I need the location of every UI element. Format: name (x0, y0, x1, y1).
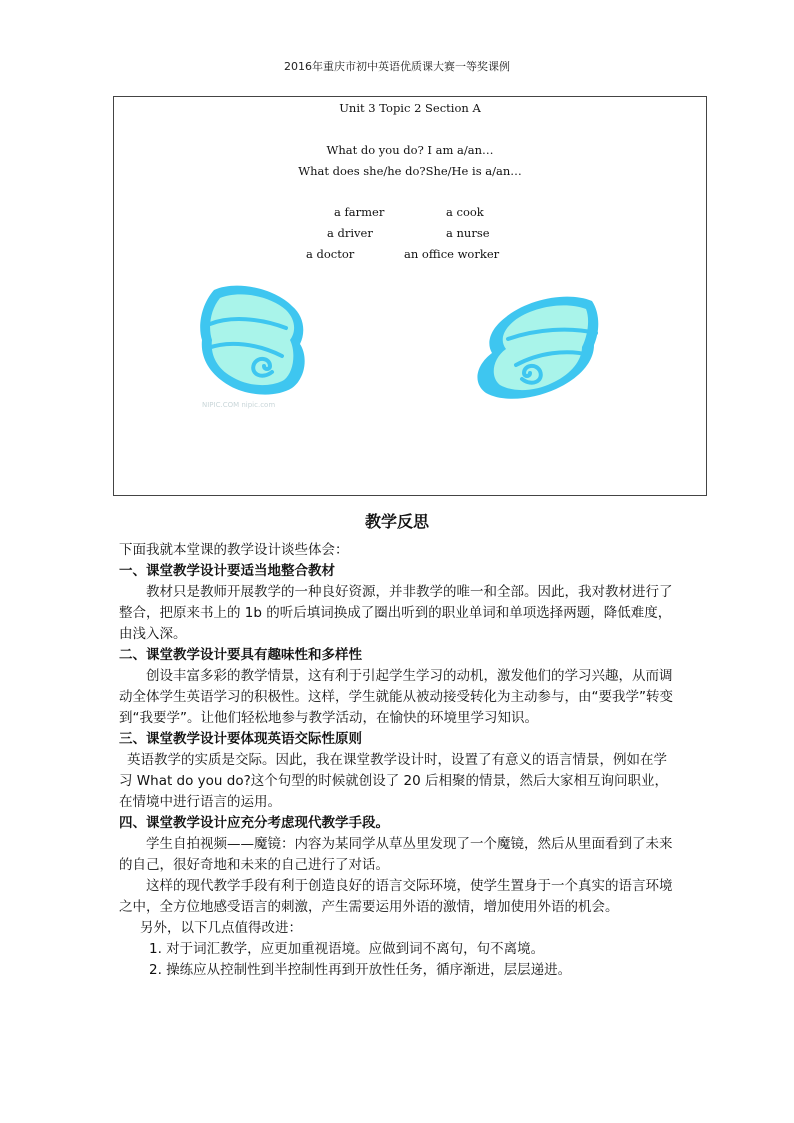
word-nurse: a nurse (446, 226, 490, 240)
word-doctor: a doctor (306, 247, 355, 261)
improvement-item-1: 1. 对于词汇教学，应更加重视语境。应做到词不离句，句不离境。 (149, 941, 545, 957)
paragraph-3: 英语教学的实质是交际。因此，我在课堂教学设计时，设置了有意义的语言情景，例如在学习 What do you do?这个句型的时候就创设了 20 后相聚的情景，然后大家相互询问职业，在情境中进行语言的运用。 (119, 752, 669, 810)
improvement-item-2: 2. 操练应从控制性到半控制性再到开放性任务，循序渐进，层层递进。 (149, 962, 572, 978)
section-title: 教学反思 (364, 512, 429, 531)
paragraph-4: 学生自拍视频——魔镜：内容为某同学从草丛里发现了一个魔镜，然后从里面看到了未来的自己，很好奇地和未来的自己进行了对话。 (119, 836, 673, 873)
left-wing-image (196, 282, 308, 402)
word-farmer: a farmer (334, 205, 385, 219)
lesson-slide-box (113, 96, 707, 496)
word-cook: a cook (446, 205, 484, 219)
paragraph-1: 教材只是教师开展教学的一种良好资源，并非教学的唯一和全部。因此，我对教材进行了整合，把原来书上的 1b 的听后填词换成了圈出听到的职业单词和单项选择两题，降低难度，由浅入深。 (119, 584, 673, 642)
heading-2: 二、课堂教学设计要具有趣味性和多样性 (119, 647, 362, 663)
word-driver: a driver (327, 226, 373, 240)
intro-line: 下面我就本堂课的教学设计谈些体会： (119, 542, 349, 558)
page-header: 2016年重庆市初中英语优质课大赛一等奖课例 (284, 60, 510, 73)
watermark-text: NIPIC.COM nipic.com (202, 401, 276, 409)
heading-3: 三、课堂教学设计要体现英语交际性原则 (119, 731, 362, 747)
word-office-worker: an office worker (404, 247, 500, 261)
improvement-intro: 另外，以下几点值得改进： (140, 920, 302, 936)
paragraph-5: 这样的现代教学手段有利于创造良好的语言交际环境，使学生置身于一个真实的语言环境之中，全方位地感受语言的刺激，产生需要运用外语的激情，增加使用外语的机会。 (119, 878, 673, 915)
heading-1: 一、课堂教学设计要适当地整合教材 (119, 563, 335, 579)
question-line-1: What do you do? I am a/an… (326, 143, 494, 157)
heading-4: 四、课堂教学设计应充分考虑现代教学手段。 (119, 815, 389, 831)
right-wing-image (472, 291, 604, 401)
reflection-body (119, 540, 679, 981)
paragraph-2: 创设丰富多彩的教学情景，这有利于引起学生学习的动机，激发他们的学习兴趣，从而调动全体学生英语学习的积极性。这样，学生就能从被动接受转化为主动参与，由“要我学”转变到“我要学”。让他们轻松地参与教学活动，在愉快的环境里学习知识。 (119, 668, 673, 726)
unit-title: Unit 3 Topic 2 Section A (339, 101, 481, 115)
question-line-2: What does she/he do?She/He is a/an… (298, 164, 522, 178)
